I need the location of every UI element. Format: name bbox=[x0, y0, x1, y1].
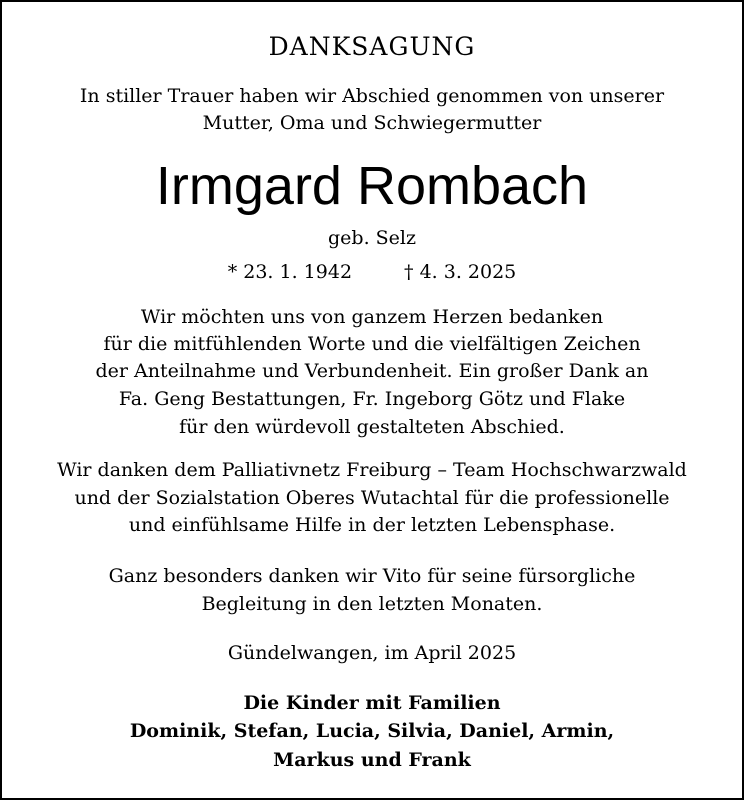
deceased-name: Irmgard Rombach bbox=[155, 156, 589, 216]
paragraph2-line-1: Wir danken dem Palliativnetz Freiburg – Team Hochschwarzwald bbox=[57, 459, 687, 481]
paragraph1-line-4: Fa. Geng Bestattungen, Fr. Ingeborg Götz und Flake bbox=[118, 388, 626, 410]
paragraph1-line-1: Wir möchten uns von ganzem Herzen bedanken bbox=[140, 306, 604, 328]
paragraph3-line-1: Ganz besonders danken wir Vito für seine fürsorgliche bbox=[108, 565, 636, 587]
intro-line-2: Mutter, Oma und Schwiegermutter bbox=[202, 112, 542, 134]
paragraph1-line-5: für den würdevoll gestalteten Abschied. bbox=[179, 416, 565, 438]
paragraph1-line-2: für die mitfühlenden Worte und die vielfältigen Zeichen bbox=[103, 333, 641, 355]
maiden-name: geb. Selz bbox=[328, 227, 416, 249]
life-dates bbox=[2, 259, 742, 286]
signature-line-1: Die Kinder mit Familien bbox=[243, 692, 501, 714]
birth-date: * 23. 1. 1942 bbox=[227, 261, 353, 283]
paragraph1-line-3: der Anteilnahme und Verbundenheit. Ein großer Dank an bbox=[95, 360, 649, 382]
paragraph3-line-2: Begleitung in den letzten Monaten. bbox=[201, 593, 543, 615]
paragraph2-line-2: und der Sozialstation Oberes Wutachtal für die professionelle bbox=[74, 487, 670, 509]
notice-heading: DANKSAGUNG bbox=[268, 32, 476, 61]
place-date: Gündelwangen, im April 2025 bbox=[227, 642, 517, 664]
intro-line-1: In stiller Trauer haben wir Abschied genommen von unserer bbox=[79, 85, 665, 107]
death-date: † 4. 3. 2025 bbox=[404, 261, 517, 283]
signature-line-2: Dominik, Stefan, Lucia, Silvia, Daniel, Armin, bbox=[129, 720, 615, 742]
signature-line-3: Markus und Frank bbox=[273, 749, 471, 771]
paragraph2-line-3: und einfühlsame Hilfe in der letzten Lebensphase. bbox=[128, 514, 616, 536]
